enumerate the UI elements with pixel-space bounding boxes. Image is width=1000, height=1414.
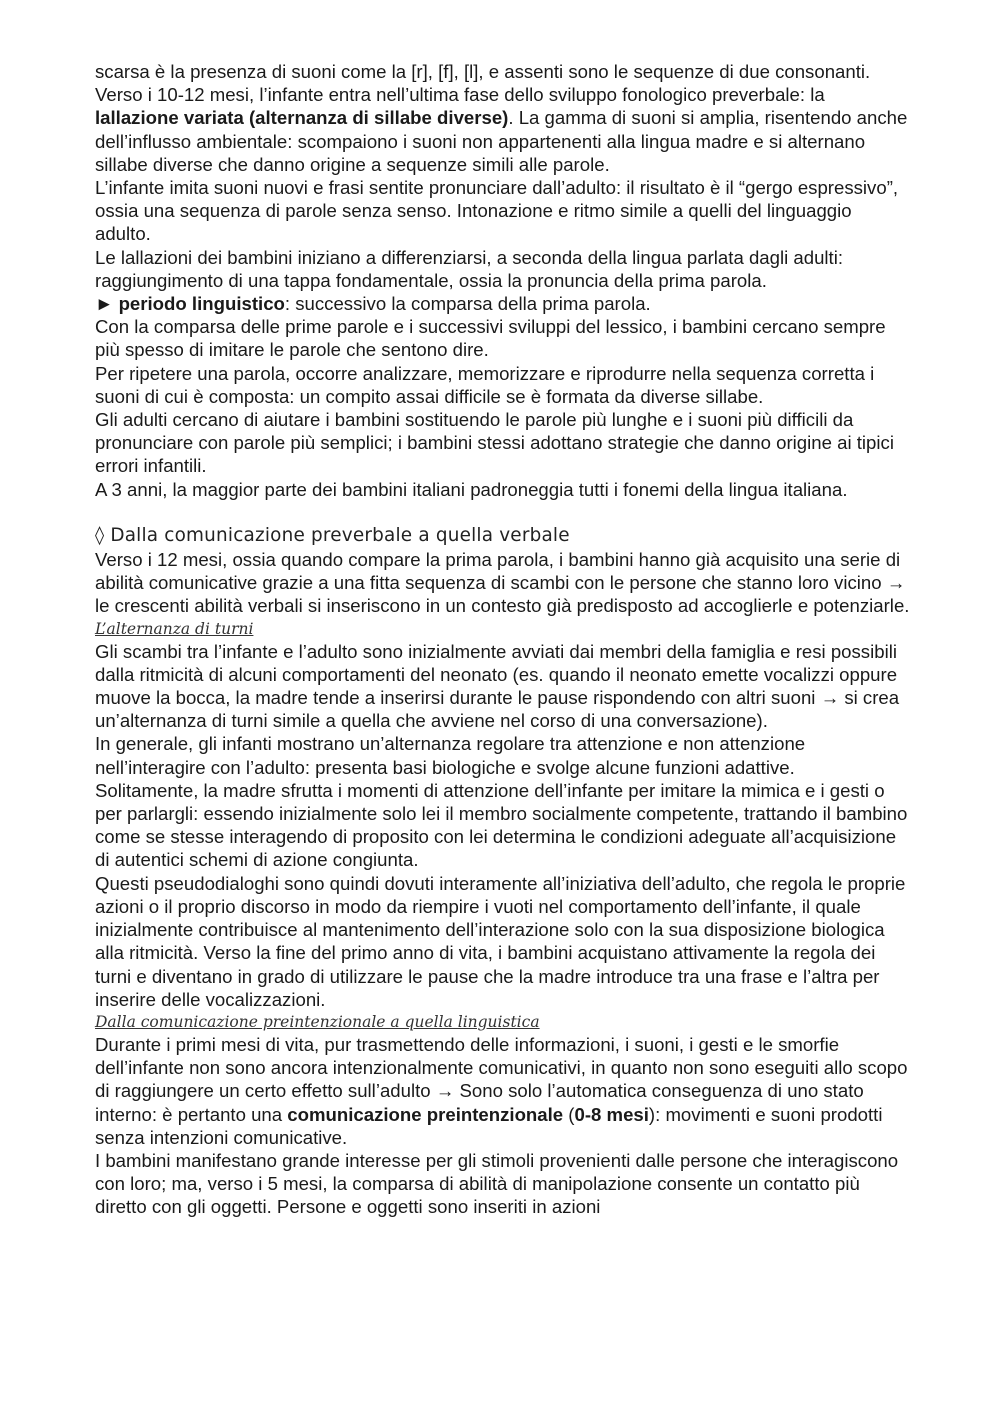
text: . La gamma di suoni si amplia, risentendo anche dell’influsso ambientale: scompaiono i suoni non appartenenti alla lingua madre e si alternano sillabe diverse che danno origine a sequenze simili alle parole. [95,107,908,175]
bold-term: lallazione variata (alternanza di sillabe diverse) [95,107,509,129]
section-heading: ◊ Dalla comunicazione preverbale a quella verbale [95,525,570,547]
subsection-heading: Dalla comunicazione preintenzionale a quella linguistica [95,1012,540,1031]
text: Durante i primi mesi di vita, pur trasmettendo delle informazioni, i suoni, i gesti e le smorfie dell’infante non sono ancora intenzionalmente comunicativi, in quanto non sono eseguiti allo scopo di raggiungere un certo effetto sull’adulto → Sono solo l’automatica conseguenza di uno stato interno: è pertanto una [95,1033,908,1125]
paragraph: Questi pseudodialoghi sono quindi dovuti interamente all’iniziativa dell’adulto, che regola le proprie azioni o il proprio discorso in modo da riempire i vuoti nel comportamento dell’infante, il quale inizialmente contribuisce al mantenimento dell’interazione solo con la sua disposizione biologica alla ritmicità. Verso la fine del primo anno di vita, i bambini acquistano attivamente la regola dei turni e diventano in grado di utilizzare le pause che la madre introduce tra una frase e l’altra per inserire delle vocalizzazioni. [95,872,906,1010]
paragraph: A 3 anni, la maggior parte dei bambini italiani padroneggia tutti i fonemi della lingua italiana. [95,478,848,500]
subsection-heading: L’alternanza di turni [95,619,254,638]
paragraph-preintenzionale [95,1033,910,1149]
paragraph: In generale, gli infanti mostrano un’alternanza regolare tra attenzione e non attenzione nell’interagire con l’adulto: presenta basi biologiche e svolge alcune funzioni adattive. [95,733,806,778]
bold-term: periodo linguistico [118,293,285,315]
paragraph: Per ripetere una parola, occorre analizzare, memorizzare e riprodurre nella sequenza corretta i suoni di cui è composta: un compito assai difficile se è formata da diverse sillabe. [95,362,875,407]
text: ): movimenti e suoni prodotti senza intenzioni comunicative. [95,1103,883,1148]
paragraph: Gli scambi tra l’infante e l’adulto sono inizialmente avviati dai membri della famiglia e resi possibili dalla ritmicità di alcuni comportamenti del neonato (es. quando il neonato emette vocalizzi oppure muove la bocca, la madre tende a inserirsi durante le pause rispondendo con altri suoni → si crea un’alternanza di turni simile a quella che avviene nel corso di una conversazione). [95,640,900,732]
paragraph: L’infante imita suoni nuovi e frasi sentite pronunciare dall’adulto: il risultato è il “gergo espressivo”, ossia una sequenza di parole senza senso. Intonazione e ritmo simile a quelli del linguaggio adulto. [95,177,899,245]
document-page [95,60,910,1219]
arrow-marker: ► [95,293,119,315]
text: ( [563,1103,575,1125]
bold-term: comunicazione preintenzionale [287,1103,564,1125]
text: Verso i 10-12 mesi, l’infante entra nell’ultima fase dello sviluppo fonologico preverbale: la [95,84,825,106]
paragraph: Le lallazioni dei bambini iniziano a differenziarsi, a seconda della lingua parlata dagli adulti: raggiungimento di una tappa fondamentale, ossia la pronuncia della prima parola. [95,246,844,291]
bold-term: 0-8 mesi [574,1103,649,1125]
paragraph: Verso i 12 mesi, ossia quando compare la prima parola, i bambini hanno già acquisito una serie di abilità comunicative grazie a una fitta sequenza di scambi con le persone che stanno loro vicino → le crescenti abilità verbali si inseriscono in un contesto già predisposto ad accoglierle e potenziarle. [95,549,910,617]
paragraph: I bambini manifestano grande interesse per gli stimoli provenienti dalle persone che interagiscono con loro; ma, verso i 5 mesi, la comparsa di abilità di manipolazione consente un contatto più diretto con gli oggetti. Persone e oggetti sono inseriti in azioni [95,1149,899,1218]
paragraph: Gli adulti cercano di aiutare i bambini sostituendo le parole più lunghe e i suoni più difficili da pronunciare con parole più semplici; i bambini stessi adottano strategie che danno origine ai tipici errori infantili. [95,409,894,477]
paragraph-lallazione [95,83,910,176]
paragraph: Con la comparsa delle prime parole e i successivi sviluppi del lessico, i bambini cercano sempre più spesso di imitare le parole che sentono dire. [95,316,886,361]
paragraph-periodo-linguistico [95,292,910,315]
text: : successivo la comparsa della prima parola. [284,293,651,315]
paragraph: Solitamente, la madre sfrutta i momenti di attenzione dell’infante per imitare la mimica e i gesti o per parlargli: essendo inizialmente solo lei il membro socialmente competente, trattando il bambino come se stesse interagendo di proposito con lei determina le condizioni adeguate all’acquisizione di autentici schemi di azione congiunta. [95,779,908,871]
spacer [95,501,910,524]
paragraph: scarsa è la presenza di suoni come la [r], [f], [l], e assenti sono le sequenze di due consonanti. [95,61,871,82]
